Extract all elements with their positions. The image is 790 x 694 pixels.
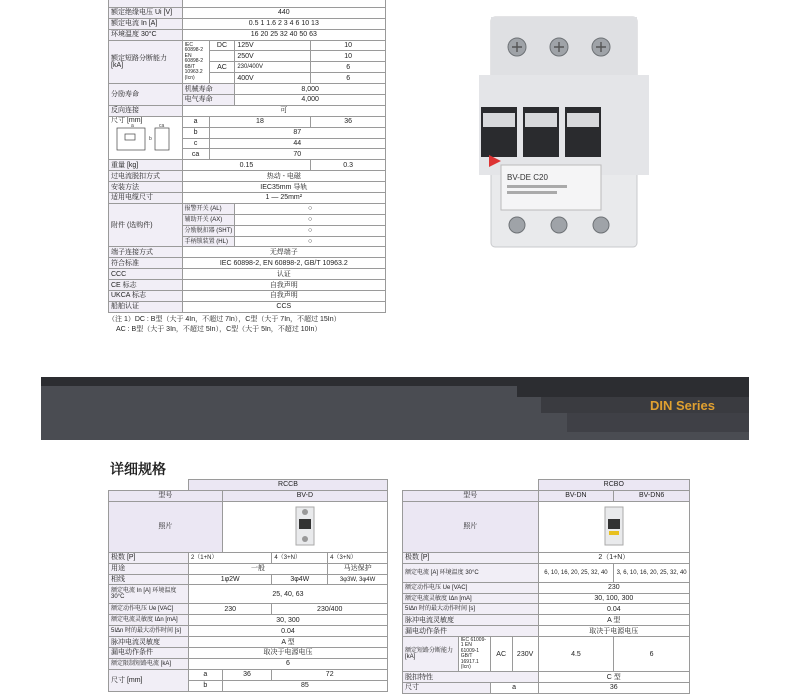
footnote: （注 1）DC : B型（大于 4In，不超过 7In），C型（大于 7In，不超过 15In） <box>108 316 341 323</box>
rcbo-spec-table: RCBO 型号 BV-DN BV-DN6 照片 极数 [P] 2（1+N） 额定电流 [A] 环境温度 30°C 6, 10, 16, 20, 25, 32, 40 3, 6, 10, 16, 20, 25, 32, 40 额定动作电压 Ue [VAC] 230 额定电流灵敏度 IΔn [mA] 30, 100, 300 5IΔn 时的最大动作时间 [s] 0.04 脉冲电流灵敏度 A 型 漏电动作条件 取决于电源电压 额定短路分断能力 [kA] IEC 61009-1 EN 61009-1 GB/T 16917.1 (Icn) AC 230V 4.5 6 脱扣特性 C 型 尺寸 a 36 <box>402 479 690 694</box>
dimension-diagram <box>111 124 177 152</box>
breaker-spec-table: 额定绝缘电压 Ui [V] 440 额定电流 In [A] 0.5 1 1.6 2 3 4 6 10 13 环境温度 30°C 16 20 25 32 40 50 63 额定短路分断能力 [kA] IEC 60898-2 EN 60898-2 6B/T 10963.2 (Icn) DC 125V 10 250V 10 AC 230/400V 6 400V 6 分励寿命 机械寿命 8,000 电气寿命 4,000 反向连接 可 尺寸 [mm] a ca b a 18 36 b 87 c 44 ca 70 重量 [kg] 0.15 0.3 过电流脱扣方式 热动 - 电磁 安装方法 IEC35mm 导轨 适用电缆尺寸 1 ― 25mm² 附件 (选购件) 报警开关 (AL) ○ 辅助开关 (AX) ○ 分励脱扣器 (SHT) ○ 手柄锁装置 (HL) ○ 端子连接方式 无焊端子 符合标准 IEC 60898-2, EN 60898-2, GB/T 10963.2 CCC 认证 CE 标志 自我声明 UKCA 标志 自我声明 船舶认证 CCS <box>108 0 386 313</box>
rccb-product-image <box>294 505 316 547</box>
circuit-breaker-image <box>479 15 649 250</box>
svg-text:b: b <box>149 135 152 142</box>
svg-text:a: a <box>131 123 134 129</box>
din-series-banner <box>41 377 749 440</box>
banner-title: DIN Series <box>649 398 715 413</box>
svg-text:ca: ca <box>159 123 165 129</box>
rcbo-product-image <box>603 505 625 547</box>
section-title: 详细规格 <box>110 461 166 477</box>
row-label: 额定绝缘电压 Ui [V] <box>109 7 183 18</box>
breaker-model-label: BV-DE C20 <box>507 173 548 182</box>
rccb-spec-table: RCCB 型号 BV-D 照片 极数 [P] 2（1+N） 4（3+N） 4（3+N） 用途 一般 马达保护 相线 1φ2W 3φ4W 3φ3W, 3φ4W 额定电流 In [A] 环境温度 30°C 25, 40, 63 额定动作电压 Ue [VAC] 230 230/400 额定电流灵敏度 IΔn [mA] 30, 300 5IΔn 时的最大动作时间 [s] 0.04 脉冲电流灵敏度 A 型 漏电动作条件 取决于电源电压 额定限制短路电流 [kA] 6 尺寸 [mm] a 36 72 b 85 <box>108 479 388 692</box>
footnote: AC : B型（大于 3In，不超过 5In），C型（大于 5In，不超过 10In） <box>116 326 322 333</box>
